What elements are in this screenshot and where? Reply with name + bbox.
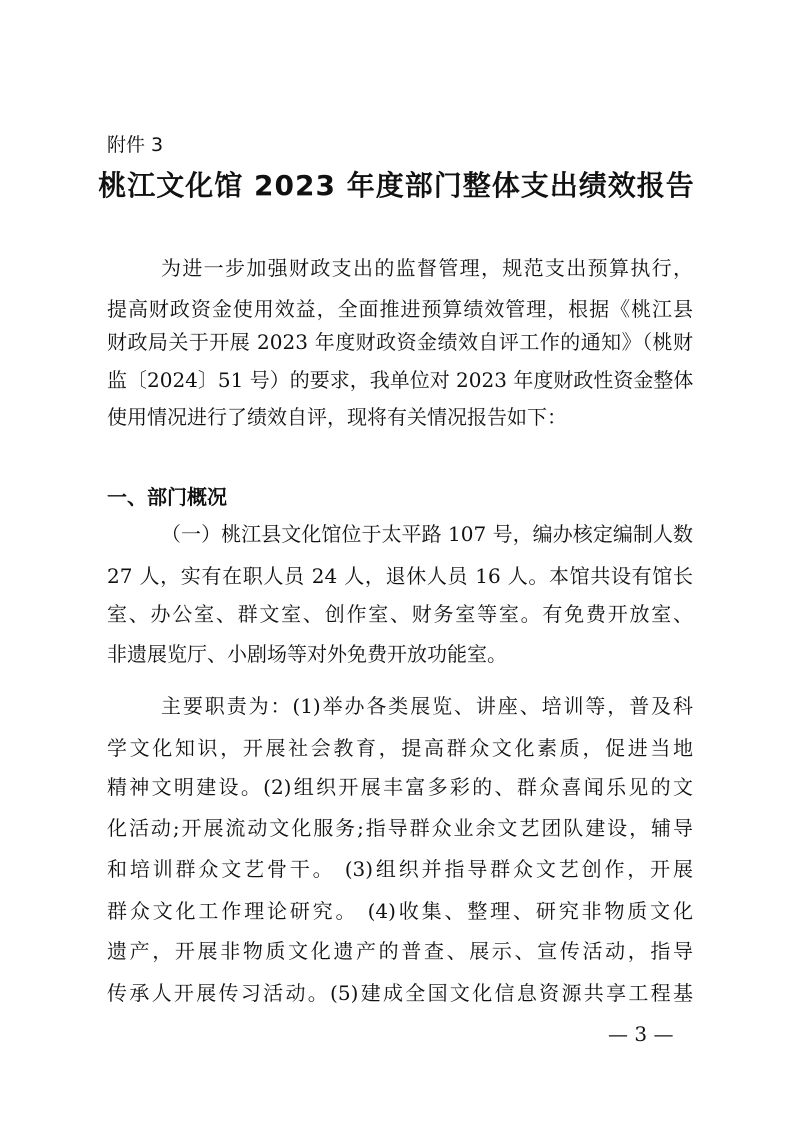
body-line: 传承人开展传习活动。(5)建成全国文化信息资源共享工程基 [107,981,693,1005]
body-line: 27 人，实有在职人员 24 人，退休人员 16 人。本馆共设有馆长 [107,564,693,588]
intro-line: 为进一步加强财政支出的监督管理，规范支出预算执行， [161,256,693,280]
document-title: 桃江文化馆 2023 年度部门整体支出绩效报告 [98,169,695,202]
body-line: 群众文化工作理论研究。 (4)收集、整理、研究非物质文化 [107,899,693,923]
intro-line: 使用情况进行了绩效自评，现将有关情况报告如下： [107,405,567,429]
body-line: 学文化知识，开展社会教育，提高群众文化素质，促进当地 [107,736,693,760]
body-line: 非遗展览厅、小剧场等对外免费开放功能室。 [107,642,507,666]
section-heading: 一、部门概况 [107,485,227,509]
body-line: 化活动;开展流动文化服务;指导群众业余文艺团队建设，辅导 [107,816,693,840]
page-number: — 3 — [608,1022,674,1046]
body-line: 主要职责为：(1)举办各类展览、讲座、培训等，普及科 [161,694,693,718]
intro-line: 财政局关于开展 2023 年度财政资金绩效自评工作的通知》（桃财 [107,330,693,354]
attachment-label: 附件 3 [107,134,164,156]
body-line: 精神文明建设。(2)组织开展丰富多彩的、群众喜闻乐见的文 [107,775,693,799]
body-line: 遗产，开展非物质文化遗产的普查、展示、宣传活动，指导 [107,939,693,963]
body-line: 和培训群众文艺骨干。 (3)组织并指导群众文艺创作，开展 [107,857,693,881]
body-line: （一）桃江县文化馆位于太平路 107 号，编办核定编制人数 [161,522,693,546]
body-line: 室、办公室、群文室、创作室、财务室等室。有免费开放室、 [107,602,693,626]
intro-line: 监〔2024〕51 号）的要求，我单位对 2023 年度财政性资金整体 [107,368,694,392]
intro-line: 提高财政资金使用效益，全面推进预算绩效管理，根据《桃江县 [107,297,693,321]
